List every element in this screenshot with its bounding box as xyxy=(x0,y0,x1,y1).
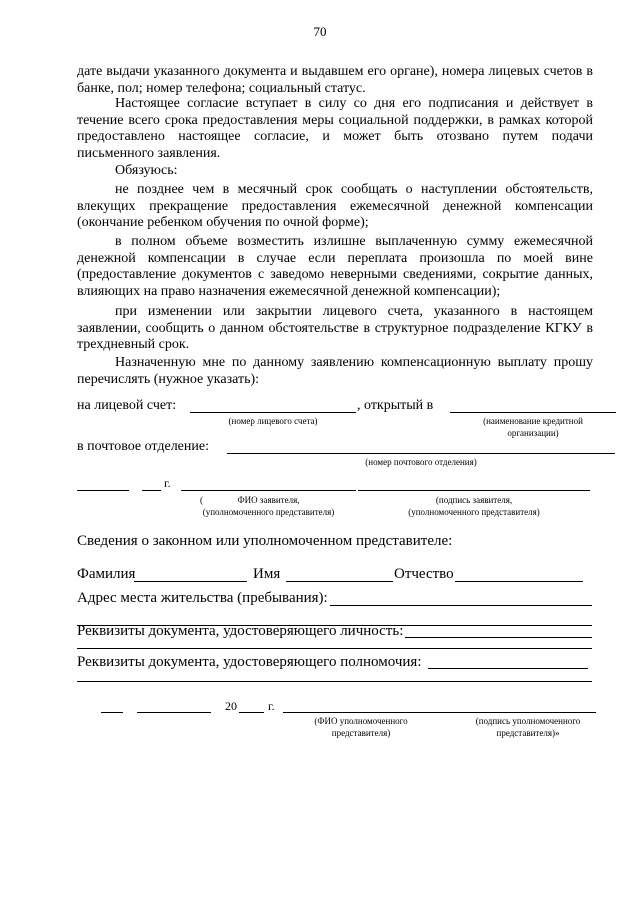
sign2-year-field[interactable] xyxy=(239,712,264,713)
paragraph-obligation-refund: в полном объеме возместить излишне выплаченную сумму ежемесячной денежной компенсации в случае если переплата произошла по моей вине (предоставление документов с заведомо неверными сведениями, сокрытие данных, влияющих на право назначения ежемесячной денежной компенсации); xyxy=(77,234,593,299)
paragraph-obligation-heading: Обязуюсь: xyxy=(115,163,178,178)
post-office-caption: (номер почтового отделения) xyxy=(365,457,477,467)
bank-name-field[interactable] xyxy=(450,412,616,413)
surname-field[interactable] xyxy=(134,581,247,582)
identity-doc-field-line-2[interactable] xyxy=(77,648,592,649)
sign2-fio-signature-field[interactable] xyxy=(283,712,596,713)
sign2-month-field[interactable] xyxy=(137,712,211,713)
name-field[interactable] xyxy=(286,581,393,582)
sign1-signature-caption-2: (уполномоченного представителя) xyxy=(408,507,540,517)
page-number: 70 xyxy=(313,24,327,39)
authority-doc-field-line-2[interactable] xyxy=(77,681,592,682)
sign2-year-suffix: г. xyxy=(268,699,275,713)
paragraph-obligation-notify: не позднее чем в месячный срок сообщать о наступлении обстоятельств, влекущих прекращение предоставления ежемесячной денежной компенсации (окончание ребенком обучения по очной форме); xyxy=(77,182,593,230)
surname-label: Фамилия xyxy=(77,566,136,582)
identity-doc-field[interactable] xyxy=(405,637,592,638)
sign1-date-field[interactable] xyxy=(77,490,129,491)
account-number-caption: (номер лицевого счета) xyxy=(228,416,318,426)
address-label: Адрес места жительства (пребывания): xyxy=(77,590,328,606)
paragraph-consent-validity: Настоящее согласие вступает в силу со дня его подписания и действует в течение всего срока предоставления меры социальной поддержки, в рамках которой предоставлено настоящее согласие, и может быть отозвано путем подачи письменного заявления. xyxy=(77,96,593,161)
sign2-day-field[interactable] xyxy=(101,712,123,713)
address-field[interactable] xyxy=(330,605,592,606)
sign2-signature-caption-1: (подпись уполномоченного xyxy=(475,716,581,726)
name-label: Имя xyxy=(253,566,281,582)
post-office-label: в почтовое отделение: xyxy=(77,439,209,454)
patronymic-field[interactable] xyxy=(455,581,583,582)
bank-name-caption-1: (наименование кредитной xyxy=(483,416,583,426)
account-number-field[interactable] xyxy=(190,412,356,413)
sign1-signature-field[interactable] xyxy=(358,490,590,491)
sign1-signature-caption-1: (подпись заявителя, xyxy=(435,495,513,505)
sign1-fio-caption-1: ФИО заявителя, xyxy=(237,495,300,505)
identity-doc-label: Реквизиты документа, удостоверяющего личность: xyxy=(77,623,404,639)
sign2-fio-caption-1: (ФИО уполномоченного xyxy=(314,716,408,726)
sign1-month-field[interactable] xyxy=(142,490,161,491)
authority-doc-label: Реквизиты документа, удостоверяющего полномочия: xyxy=(77,654,422,670)
sign2-year-prefix: 20 xyxy=(225,699,237,713)
sign2-fio-caption-2: представителя) xyxy=(331,728,391,738)
paragraph-obligation-account-change: при изменении или закрытии лицевого счета, указанного в настоящем заявлении, сообщить о данном обстоятельстве в структурное подразделение КГКУ в трехдневный срок. xyxy=(77,304,593,352)
patronymic-label: Отчество xyxy=(394,566,454,582)
paragraph-personal-data: дате выдачи указанного документа и выдавшем его органе), номера лицевых счетов в банке, пол; номер телефона; социальный статус. xyxy=(77,64,593,96)
sign2-signature-caption-2: представителя)» xyxy=(496,728,560,738)
account-opened-label: , открытый в xyxy=(357,398,434,413)
sign1-paren: ( xyxy=(200,495,203,505)
account-label: на лицевой счет: xyxy=(77,398,177,413)
bank-name-caption-2: организации) xyxy=(507,428,559,438)
paragraph-payment-method: Назначенную мне по данному заявлению компенсационную выплату прошу перечислять (нужное указать): xyxy=(77,355,593,387)
sign1-fio-caption-2: (уполномоченного представителя) xyxy=(202,507,335,517)
sign1-year-suffix: г. xyxy=(164,476,171,490)
representative-heading: Сведения о законном или уполномоченном представителе: xyxy=(77,533,453,549)
sign1-fio-field[interactable] xyxy=(181,490,356,491)
post-office-field[interactable] xyxy=(227,453,615,454)
authority-doc-field[interactable] xyxy=(428,668,588,669)
